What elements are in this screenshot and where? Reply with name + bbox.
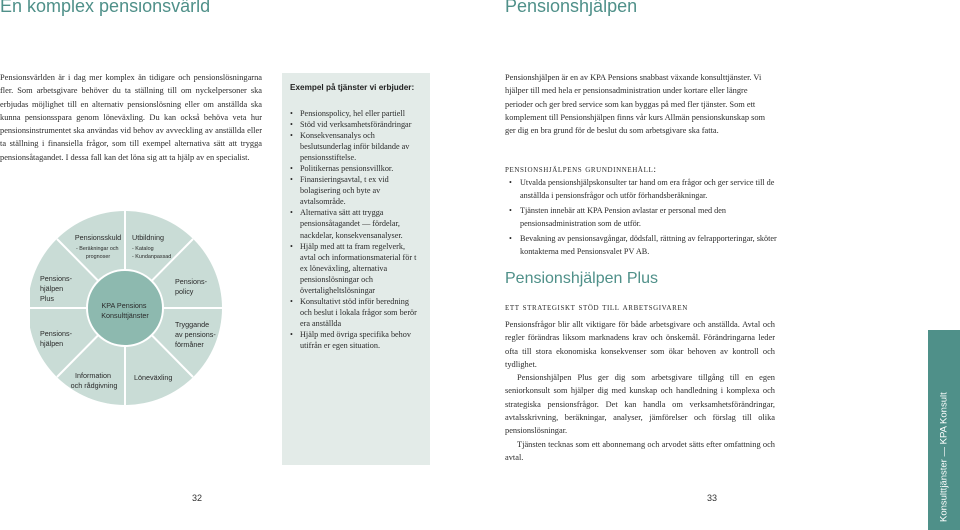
segment-sub-line: - Beräkningar och [75, 246, 119, 252]
right-page-heading: Pensionshjälpen [505, 0, 638, 16]
segment-loneväxling [134, 373, 172, 382]
segment-title: Information [75, 371, 111, 380]
segment-title: Pensions- [175, 277, 207, 286]
segment-title: förmåner [175, 340, 204, 349]
left-page-heading: En komplex pensionsvärld [0, 0, 211, 16]
left-body-text [0, 71, 262, 164]
wheel-center-line: KPA Pensions [101, 301, 147, 310]
list-item: • Politikernas pensionsvillkor. [290, 163, 422, 174]
segment-title: Pensions- [40, 274, 72, 283]
segment-title: hjälpen [40, 339, 64, 348]
section-side-tab [928, 330, 960, 530]
grundinnehall-heading: pensionshjälpens grundinnehåll: [505, 165, 657, 175]
list-item: • Utvalda pensionshjälpskonsulter tar hand om era frågor och ger service till de anställda i pensionsfrågor och utför förhandsberäkningar. [505, 177, 780, 202]
segment-title: hjälpen [40, 284, 64, 293]
wheel-center-line: Konsulttjänster [101, 311, 149, 320]
page-number-left: 32 [192, 493, 203, 503]
segment-title: Pensionsskuld [74, 233, 122, 242]
wheel-center-label [101, 301, 149, 320]
list-item: • Tjänsten innebär att KPA Pension avlastar er personal med den pensionsadministration som de utför. [505, 205, 780, 230]
list-item: • Bevakning av pensionsavgångar, dödsfall, rättning av felrapporteringar, sköter kontakterna med Pensionsvalet PV AB. [505, 233, 780, 258]
side-tab-label: Konsulttjänster — KPA Konsult [938, 392, 950, 522]
segment-pensionsskuld [75, 233, 121, 242]
panel-title: Exempel på tjänster vi erbjuder: [290, 83, 415, 92]
right-intro-paragraph: Pensionshjälpen är en av KPA Pensions snabbast växande konsulttjänster. Vi hjälper till med hela er pensionsadministration under kortare eller längre perioder och ger bred service som kan byggas på med fler tjänster. Som ett komplement till Pensionshjälpen finns vår kurs Allmän pensionskunskap som ger dig en bra grund för de beslut du som arbetsgivare ska fatta. [505, 73, 766, 136]
segment-title: av pensions- [175, 330, 216, 339]
list-item: • Konsultativt stöd inför beredning och beslut i lokala frågor som berör era anställda [290, 296, 422, 329]
plus-paragraph: Pensionshjälpen Plus ger dig som arbetsgivare tillgång till en egen seniorkonsult som hjälper dig med kunskap och handledning i komplexa och strategiska pensionsfrågor. Det kan handla om verksamhetsförändringar, avtalsskrivning, beräkningar, analyser, jämförelser och förslag till olika pensionslösningar. [505, 373, 775, 436]
plus-paragraph: Pensionsfrågor blir allt viktigare för både arbetsgivare och anställda. Avtal och regler förändras liksom marknadens krav och önskemål. Förändringarna leder ofta till stora ekonomiska konsekvenser som ökar behoven av kontroll och tydlighet. [505, 320, 775, 369]
segment-utbildning [132, 233, 164, 242]
segment-title: Tryggande [175, 320, 210, 329]
services-example-panel [282, 73, 430, 465]
list-item: • Hjälp med övriga specifika behov utifrån er egen situation. [290, 329, 422, 351]
list-item: • Hjälp med att ta fram regelverk, avtal och informationsmaterial för t ex löneväxling, alternativa pensionslösningar och övertaligheltslösningar [290, 241, 422, 296]
right-intro-text [505, 71, 777, 137]
plus-body-text [505, 318, 775, 464]
segment-title: Plus [40, 294, 54, 303]
segment-title: policy [175, 287, 194, 296]
plus-subheading: ett strategiskt stöd till arbetsgivaren [505, 303, 688, 313]
left-paragraph: Pensionsvärlden är i dag mer komplex än tidigare och pensionslösningarna fler. Som arbetsgivare behöver du ta ställning till om nyckelpersoner ska erbjudas möjlighet till en alternativ pensionslösning eller om anställda ska kunna pensionsspara genom löneväxling. Du kan också behöva veta hur pensionsinstrumentet ska användas vid behov av avveckling av anställda eller ta ställning i finansiella frågor, som till exempel alternativa sätt att trygga pensionsåtagandet. I dessa fall kan det löna sig att ta hjälp av en specialist. [0, 73, 262, 162]
list-item: • Finansieringsavtal, t ex vid bolagisering och byte av avtalsområde. [290, 174, 422, 207]
segment-sub-line: - Kundanpassad [132, 254, 172, 260]
segment-title: och rådgivning [70, 381, 118, 390]
list-item: • Konsekvensanalys och beslutsunderlag inför bildande av pensionsstiftelse. [290, 130, 422, 163]
list-item: • Alternativa sätt att trygga pensionsåtagandet — fördelar, nackdelar, konsekvensanalyser. [290, 207, 422, 240]
list-item: • Stöd vid verksamhetsförändringar [290, 119, 422, 130]
segment-sub-line: - Katalog [132, 246, 154, 252]
list-item: • Pensionspolicy, hel eller partiell [290, 108, 422, 119]
segment-title: Pensions- [40, 329, 72, 338]
plus-section-title: Pensionshjälpen Plus [505, 270, 658, 287]
panel-service-list [290, 108, 422, 351]
segment-title: Utbildning [132, 233, 164, 242]
segment-title: Löneväxling [134, 373, 173, 382]
segment-sub-line: prognoser [85, 254, 111, 260]
page-number-right: 33 [707, 493, 718, 503]
grundinnehall-list [505, 177, 780, 262]
segment-information [71, 371, 118, 390]
services-wheel-diagram [30, 208, 270, 408]
plus-paragraph: Tjänsten tecknas som ett abonnemang och arvodet sätts efter omfattning och avtal. [505, 439, 775, 462]
